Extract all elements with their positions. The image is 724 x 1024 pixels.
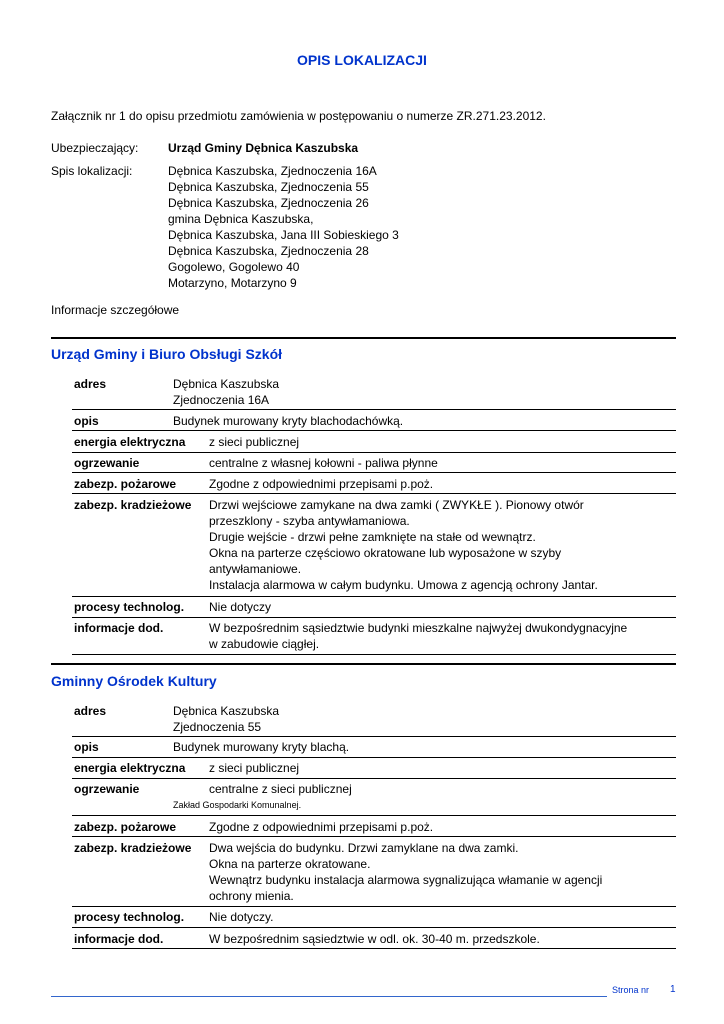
pozarowe-value: Zgodne z odpowiednimi przepisami p.poż. bbox=[209, 820, 434, 834]
ogrzewanie-label: ogrzewanie bbox=[74, 456, 140, 470]
address-label: adres bbox=[74, 377, 107, 391]
footer-page-label: Strona nr bbox=[612, 985, 650, 995]
row-divider bbox=[72, 948, 676, 949]
energia-label: energia elektryczna bbox=[74, 435, 186, 449]
info-line: w zabudowie ciągłej. bbox=[209, 637, 320, 651]
row-divider bbox=[72, 736, 676, 737]
row-divider bbox=[72, 409, 676, 410]
info-value bbox=[209, 620, 627, 652]
insurer-label: Ubezpieczający: bbox=[51, 141, 139, 155]
info-value bbox=[209, 931, 540, 947]
kradziezowe-label: zabezp. kradzieżowe bbox=[74, 841, 192, 855]
page-title: OPIS LOKALIZACJI bbox=[297, 52, 427, 68]
locations-label: Spis lokalizacji: bbox=[51, 164, 133, 178]
procesy-label: procesy technolog. bbox=[74, 910, 185, 924]
section-divider bbox=[51, 663, 676, 665]
row-divider bbox=[72, 757, 676, 758]
pozarowe-label: zabezp. pożarowe bbox=[74, 820, 177, 834]
procesy-label: procesy technolog. bbox=[74, 600, 185, 614]
row-divider bbox=[72, 927, 676, 928]
address-value bbox=[173, 376, 279, 408]
row-divider bbox=[72, 430, 676, 431]
location-item: Dębnica Kaszubska, Jana III Sobieskiego 3 bbox=[168, 228, 399, 242]
kradziezowe-value bbox=[209, 497, 598, 593]
location-item: Motarzyno, Motarzyno 9 bbox=[168, 276, 297, 290]
energia-value: z sieci publicznej bbox=[209, 761, 300, 775]
kradziezowe-line: Instalacja alarmowa w całym budynku. Umowa z agencją ochrony Jantar. bbox=[209, 578, 598, 592]
kradziezowe-line: Drzwi wejściowe zamykane na dwa zamki ( ZWYKŁE ). Pionowy otwór bbox=[209, 498, 584, 512]
row-divider bbox=[72, 906, 676, 907]
row-divider bbox=[72, 452, 676, 453]
pozarowe-value: Zgodne z odpowiednimi przepisami p.poż. bbox=[209, 477, 434, 491]
section-title: Gminny Ośrodek Kultury bbox=[51, 673, 217, 689]
row-divider bbox=[72, 836, 676, 837]
address-line: Dębnica Kaszubska bbox=[173, 377, 280, 391]
kradziezowe-value bbox=[209, 840, 602, 904]
kradziezowe-line: Okna na parterze okratowane. bbox=[209, 857, 371, 871]
address-label: adres bbox=[74, 704, 107, 718]
row-divider bbox=[72, 596, 676, 597]
opis-value: Budynek murowany kryty blachą. bbox=[173, 740, 350, 754]
locations-list bbox=[168, 163, 399, 291]
kradziezowe-line: Dwa wejścia do budynku. Drzwi zamyklane na dwa zamki. bbox=[209, 841, 519, 855]
kradziezowe-line: Wewnątrz budynku instalacja alarmowa sygnalizująca włamanie w agencji bbox=[209, 873, 603, 887]
row-divider bbox=[72, 617, 676, 618]
section-title: Urząd Gminy i Biuro Obsługi Szkół bbox=[51, 346, 283, 362]
location-item: Dębnica Kaszubska, Zjednoczenia 16A bbox=[168, 164, 377, 178]
opis-value: Budynek murowany kryty blachodachówką. bbox=[173, 414, 404, 428]
kradziezowe-line: ochrony mienia. bbox=[209, 889, 294, 903]
opis-label: opis bbox=[74, 414, 99, 428]
row-divider bbox=[72, 654, 676, 655]
row-divider bbox=[72, 472, 676, 473]
ogrzewanie-label: ogrzewanie bbox=[74, 782, 140, 796]
location-item: Dębnica Kaszubska, Zjednoczenia 55 bbox=[168, 180, 369, 194]
info-line: W bezpośrednim sąsiedztwie w odl. ok. 30-40 m. przedszkole. bbox=[209, 932, 540, 946]
energia-value: z sieci publicznej bbox=[209, 435, 300, 449]
kradziezowe-label: zabezp. kradzieżowe bbox=[74, 498, 192, 512]
address-line: Dębnica Kaszubska bbox=[173, 704, 280, 718]
info-line: W bezpośrednim sąsiedztwie budynki mieszkalne najwyżej dwukondygnacyjne bbox=[209, 621, 628, 635]
footer-divider bbox=[51, 996, 607, 997]
opis-label: opis bbox=[74, 740, 99, 754]
ogrzewanie-value: centralne z sieci publicznej bbox=[209, 782, 352, 796]
location-item: Dębnica Kaszubska, Zjednoczenia 28 bbox=[168, 244, 369, 258]
footer-page-number: 1 bbox=[670, 984, 676, 995]
insurer-value: Urząd Gminy Dębnica Kaszubska bbox=[168, 141, 359, 155]
energia-label: energia elektryczna bbox=[74, 761, 186, 775]
address-line: Zjednoczenia 55 bbox=[173, 720, 262, 734]
intro-text: Załącznik nr 1 do opisu przedmiotu zamówienia w postępowaniu o numerze ZR.271.23.2012. bbox=[51, 109, 546, 123]
location-item: Dębnica Kaszubska, Zjednoczenia 26 bbox=[168, 196, 369, 210]
kradziezowe-line: antywłamaniowe. bbox=[209, 562, 302, 576]
section-divider bbox=[51, 337, 676, 339]
address-line: Zjednoczenia 16A bbox=[173, 393, 270, 407]
details-heading: Informacje szczegółowe bbox=[51, 303, 180, 317]
kradziezowe-line: Okna na parterze częściowo okratowane lub wyposażone w szyby bbox=[209, 546, 562, 560]
address-value bbox=[173, 703, 279, 735]
row-divider bbox=[72, 815, 676, 816]
location-item: gmina Dębnica Kaszubska, bbox=[168, 212, 314, 226]
procesy-value: Nie dotyczy. bbox=[209, 910, 274, 924]
row-divider bbox=[72, 778, 676, 779]
info-label: informacje dod. bbox=[74, 621, 164, 635]
ogrzewanie-note: Zakład Gospodarki Komunalnej. bbox=[173, 800, 302, 810]
location-item: Gogolewo, Gogolewo 40 bbox=[168, 260, 300, 274]
ogrzewanie-value: centralne z własnej kołowni - paliwa płynne bbox=[209, 456, 438, 470]
pozarowe-label: zabezp. pożarowe bbox=[74, 477, 177, 491]
procesy-value: Nie dotyczy bbox=[209, 600, 272, 614]
row-divider bbox=[72, 493, 676, 494]
info-label: informacje dod. bbox=[74, 932, 164, 946]
kradziezowe-line: Drugie wejście - drzwi pełne zamknięte na stałe od wewnątrz. bbox=[209, 530, 536, 544]
kradziezowe-line: przeszklony - szyba antywłamaniowa. bbox=[209, 514, 410, 528]
